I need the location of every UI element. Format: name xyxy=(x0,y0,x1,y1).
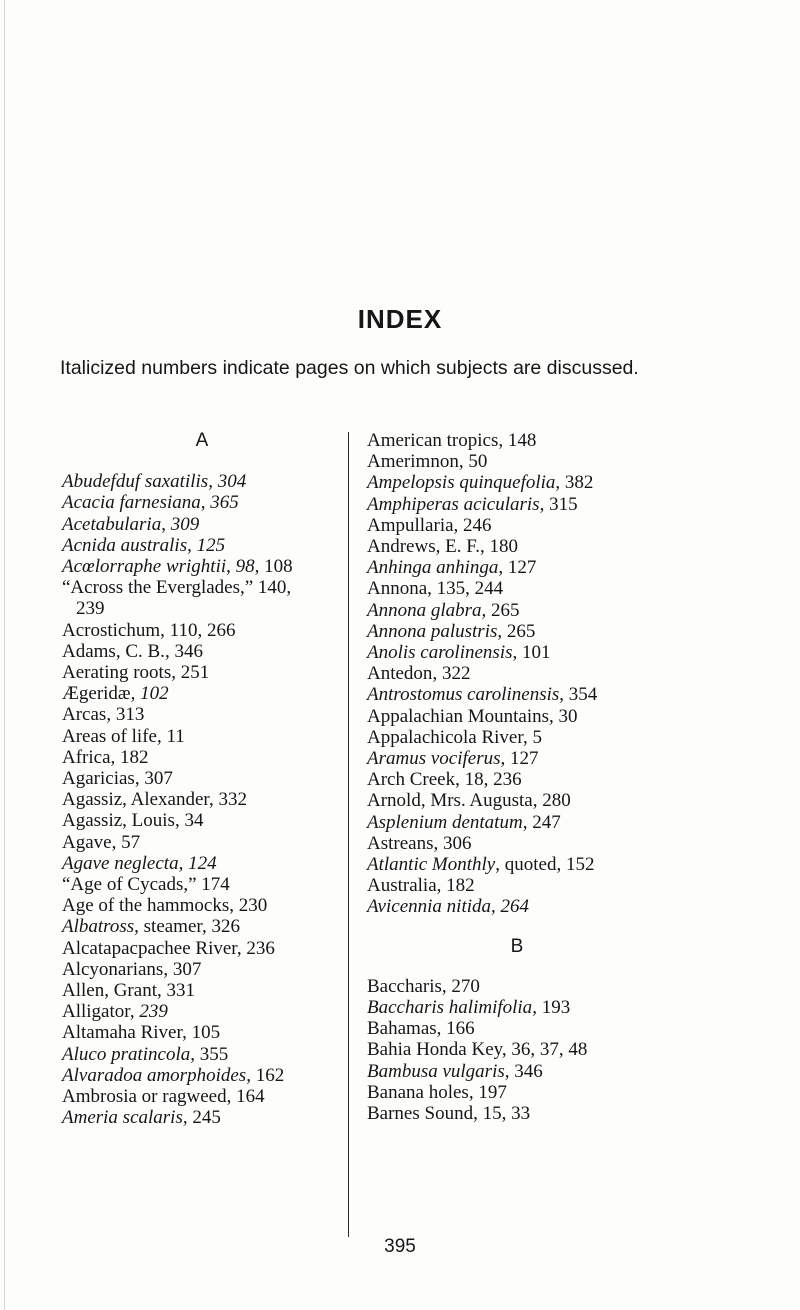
index-entry: Aramus vociferus, 127 xyxy=(367,748,539,770)
index-refs: 365 xyxy=(210,492,239,514)
index-refs: steamer, 326 xyxy=(143,916,240,938)
index-entry: Ampelopsis quinquefolia, 382 xyxy=(367,472,594,494)
index-entry: Appalachicola River, 5 xyxy=(367,726,542,748)
index-entry: Agave neglecta, 124 xyxy=(62,852,217,874)
index-entry: Allen, Grant, 331 xyxy=(62,980,195,1002)
index-term: Atlantic Monthly xyxy=(367,854,496,876)
index-refs: 101 xyxy=(522,642,551,664)
index-term: Bahia Honda Key xyxy=(367,1039,502,1061)
index-entry: Agassiz, Louis, 34 xyxy=(62,810,204,832)
index-entry: Bahamas, 166 xyxy=(367,1018,475,1040)
index-term: Acacia farnesiana xyxy=(62,492,201,514)
index-term: Banana holes xyxy=(367,1081,469,1103)
page-edge-shadow xyxy=(4,0,5,1310)
index-entry: Annona, 135, 244 xyxy=(367,578,504,600)
index-term: Astreans xyxy=(367,832,434,854)
index-refs: 270 xyxy=(451,975,480,997)
index-refs: 5 xyxy=(532,726,542,748)
index-term: Agassiz, Alexander xyxy=(62,789,209,811)
index-entry: Acœlorraphe wrightii, 98, 108 xyxy=(62,556,293,578)
index-refs: 265 xyxy=(491,599,520,621)
index-term: Areas of life xyxy=(62,725,157,747)
index-refs: 50 xyxy=(468,451,488,473)
index-term: Aramus vociferus xyxy=(367,748,501,770)
index-refs: 11 xyxy=(166,725,185,747)
index-refs: 127 xyxy=(510,748,539,770)
index-entry: Antedon, 322 xyxy=(367,663,471,685)
page-number: 395 xyxy=(384,1236,416,1257)
index-entry: Albatross, steamer, 326 xyxy=(62,916,240,938)
index-refs: 135, 244 xyxy=(436,578,504,600)
index-term: Adams, C. B. xyxy=(62,640,165,662)
index-entry: Ambrosia or ragweed, 164 xyxy=(62,1086,265,1108)
index-refs: 304 xyxy=(217,471,247,493)
index-entry: Arnold, Mrs. Augusta, 280 xyxy=(367,790,571,812)
index-term: Baccharis xyxy=(367,975,442,997)
index-term: Anhinga anhinga xyxy=(367,557,499,579)
index-term: Abudefduf saxatilis xyxy=(62,471,209,493)
index-term: Alvaradoa amorphoides xyxy=(62,1064,247,1086)
index-refs: 346 xyxy=(514,1060,543,1082)
index-entry: Acacia farnesiana, 365 xyxy=(62,492,239,514)
index-refs: 246 xyxy=(463,514,492,536)
index-entry: Aluco pratincola, 355 xyxy=(62,1043,229,1065)
index-term: Amphiperas acicularis xyxy=(367,493,540,515)
index-entry: Astreans, 306 xyxy=(367,832,472,854)
index-term: Arnold, Mrs. Augusta xyxy=(367,790,533,812)
index-term: Ampelopsis quinquefolia xyxy=(367,472,556,494)
index-entry xyxy=(62,874,342,895)
index-refs: 140, xyxy=(257,577,292,599)
index-refs: 193 xyxy=(541,997,571,1019)
index-refs: 382 xyxy=(564,472,594,494)
section-letter-a: A xyxy=(195,430,209,451)
index-term: Alligator xyxy=(62,1001,130,1023)
index-term: “Age of Cycads,” xyxy=(62,874,197,896)
index-refs: 355 xyxy=(199,1043,229,1065)
index-term: Barnes Sound xyxy=(367,1103,474,1125)
index-refs: 245 xyxy=(192,1107,221,1129)
index-term: Allen, Grant xyxy=(62,980,157,1002)
index-refs: 346 xyxy=(174,640,203,662)
index-refs: 239 xyxy=(139,1001,168,1023)
index-entry: Amerimnon, 50 xyxy=(367,451,488,473)
index-term: Baccharis halimifolia xyxy=(367,997,533,1019)
index-term: Ambrosia or ragweed xyxy=(62,1086,227,1108)
index-entry: Anolis carolinensis, 101 xyxy=(367,642,551,664)
index-refs-continued: 239 xyxy=(76,598,105,620)
index-entry: Alcatapacpachee River, 236 xyxy=(62,937,275,959)
index-entry: Acnida australis, 125 xyxy=(62,534,226,556)
column-divider xyxy=(348,432,349,1237)
index-refs: 174 xyxy=(201,874,230,896)
index-entry: Ameria scalaris, 245 xyxy=(62,1107,221,1129)
index-entry: Amphiperas acicularis, 315 xyxy=(367,493,578,515)
index-term: Arch Creek xyxy=(367,769,456,791)
right-column xyxy=(367,430,667,1124)
index-term: Ameria scalaris xyxy=(62,1107,183,1129)
index-refs: 332 xyxy=(218,789,247,811)
index-entry: Anhinga anhinga, 127 xyxy=(367,557,537,579)
index-entry: Adams, C. B., 346 xyxy=(62,640,203,662)
index-refs: 313 xyxy=(115,704,145,726)
index-entry: Annona glabra, 265 xyxy=(367,599,520,621)
index-refs: 164 xyxy=(236,1086,265,1108)
index-entry: Arcas, 313 xyxy=(62,704,145,726)
index-term: Altamaha River xyxy=(62,1022,183,1044)
index-refs: 264 xyxy=(500,896,530,918)
index-refs: 182 xyxy=(446,875,475,897)
index-term: “Across the Everglades,” xyxy=(62,577,254,599)
index-term: Arcas xyxy=(62,704,107,726)
index-term: Antedon xyxy=(367,663,433,685)
index-term: Acnida australis xyxy=(62,534,188,556)
index-term: Ampullaria xyxy=(367,514,454,536)
index-refs: 247 xyxy=(532,811,561,833)
index-term: Alcyonarians xyxy=(62,958,164,980)
index-term: Acetabularia xyxy=(62,513,162,535)
index-term: Bahamas xyxy=(367,1018,437,1040)
index-term: American tropics xyxy=(367,430,499,451)
index-refs: 182 xyxy=(120,746,149,768)
index-term: Alcatapacpachee River xyxy=(62,937,237,959)
index-refs: 34 xyxy=(184,810,204,832)
index-entry: Appalachian Mountains, 30 xyxy=(367,705,578,727)
index-refs: 162 xyxy=(255,1064,285,1086)
index-entry: Baccharis, 270 xyxy=(367,975,480,997)
index-entry: Ampullaria, 246 xyxy=(367,514,492,536)
index-entry xyxy=(62,577,342,619)
index-term: Aluco pratincola xyxy=(62,1043,191,1065)
index-refs: 36, 37, 48 xyxy=(511,1039,588,1061)
index-entry: Altamaha River, 105 xyxy=(62,1022,221,1044)
index-entry: Andrews, E. F., 180 xyxy=(367,536,518,558)
index-refs: 307 xyxy=(144,768,173,790)
index-refs: 18, 236 xyxy=(464,769,522,791)
index-entry: Age of the hammocks, 230 xyxy=(62,895,268,917)
index-refs: 105 xyxy=(191,1022,221,1044)
index-term: Andrews, E. F. xyxy=(367,536,480,558)
index-term: Australia xyxy=(367,875,437,897)
index-refs: quoted, 152 xyxy=(504,854,595,876)
index-entry: Banana holes, 197 xyxy=(367,1081,507,1103)
index-term: Acrostichum xyxy=(62,619,161,641)
index-term: Agave neglecta xyxy=(62,852,179,874)
index-refs: 280 xyxy=(542,790,571,812)
index-entry: Avicennia nitida, 264 xyxy=(367,896,530,918)
index-entry: Arch Creek, 18, 236 xyxy=(367,769,522,791)
right-entries-a xyxy=(367,430,667,918)
index-term: Albatross xyxy=(62,916,135,938)
index-term: Annona palustris xyxy=(367,620,498,642)
index-refs: 265 xyxy=(506,620,536,642)
index-entry: Asplenium dentatum, 247 xyxy=(367,811,561,833)
index-refs: 322 xyxy=(441,663,471,685)
index-entry: Alligator, 239 xyxy=(62,1001,168,1023)
left-entries xyxy=(62,471,342,1128)
index-term: Amerimnon xyxy=(367,451,459,473)
index-term: Ægeridæ xyxy=(62,683,131,705)
index-entry: Acetabularia, 309 xyxy=(62,513,200,535)
index-term: Agassiz, Louis xyxy=(62,810,175,832)
index-entry: Barnes Sound, 15, 33 xyxy=(367,1103,531,1125)
index-refs: 306 xyxy=(442,832,472,854)
index-term: Anolis carolinensis xyxy=(367,642,513,664)
index-refs: 354 xyxy=(568,684,598,706)
page-title: INDEX xyxy=(357,304,443,334)
index-refs: 30 xyxy=(558,705,578,727)
index-entry: Baccharis halimifolia, 193 xyxy=(367,997,571,1019)
index-refs: 125 xyxy=(196,534,226,556)
index-term: Avicennia nitida xyxy=(367,896,492,918)
index-term: Asplenium dentatum xyxy=(367,811,523,833)
index-entry: American tropics, 148 xyxy=(367,430,537,451)
index-refs: 331 xyxy=(166,980,195,1002)
index-term: Africa xyxy=(62,746,111,768)
index-term: Agave xyxy=(62,831,112,853)
index-entry: Agassiz, Alexander, 332 xyxy=(62,789,247,811)
index-entry: Ægeridæ, 102 xyxy=(62,683,169,705)
index-entry: Antrostomus carolinensis, 354 xyxy=(367,684,598,706)
index-entry: Annona palustris, 265 xyxy=(367,620,536,642)
index-entry: Atlantic Monthly, quoted, 152 xyxy=(367,854,595,876)
index-refs: 197 xyxy=(478,1081,507,1103)
index-refs: 148 xyxy=(507,430,537,451)
section-letter-b: B xyxy=(510,935,524,957)
index-entry: Africa, 182 xyxy=(62,746,149,768)
index-refs: 57 xyxy=(121,831,141,853)
index-term: Acœlorraphe wrightii xyxy=(62,556,227,578)
index-term: Aerating roots xyxy=(62,662,172,684)
index-intro: Italicized numbers indicate pages on which subjects are discussed. xyxy=(60,357,639,379)
index-refs: 315 xyxy=(549,493,578,515)
index-entry: Acrostichum, 110, 266 xyxy=(62,619,236,641)
index-refs: 230 xyxy=(238,895,268,917)
index-entry: Alvaradoa amorphoides, 162 xyxy=(62,1064,285,1086)
index-term: Antrostomus carolinensis xyxy=(367,684,560,706)
index-term: Appalachicola River xyxy=(367,726,523,748)
index-term: Annona glabra xyxy=(367,599,482,621)
index-refs: 102 xyxy=(140,683,169,705)
index-entry: Bahia Honda Key, 36, 37, 48 xyxy=(367,1039,588,1061)
index-entry: Bambusa vulgaris, 346 xyxy=(367,1060,543,1082)
index-entry: Abudefduf saxatilis, 304 xyxy=(62,471,247,493)
index-refs: 251 xyxy=(180,662,210,684)
index-refs: 166 xyxy=(446,1018,475,1040)
index-term: Appalachian Mountains xyxy=(367,705,550,727)
index-entry: Agaricias, 307 xyxy=(62,768,173,790)
index-refs: 127 xyxy=(507,557,537,579)
index-entry: Alcyonarians, 307 xyxy=(62,958,202,980)
index-refs: 124 xyxy=(188,852,217,874)
index-refs: 98 xyxy=(235,556,255,578)
index-refs: 307 xyxy=(172,958,202,980)
index-entry: Australia, 182 xyxy=(367,875,475,897)
index-refs-extra: 108 xyxy=(264,556,293,578)
index-term: Annona xyxy=(367,578,428,600)
index-term: Agaricias xyxy=(62,768,135,790)
index-term: Bambusa vulgaris xyxy=(367,1060,505,1082)
index-refs: 309 xyxy=(170,513,200,535)
left-column xyxy=(62,430,342,1129)
index-entry: Agave, 57 xyxy=(62,831,141,853)
right-entries-b xyxy=(367,976,667,1124)
index-entry: Areas of life, 11 xyxy=(62,725,185,747)
index-term: Age of the hammocks xyxy=(62,895,230,917)
index-entry: Aerating roots, 251 xyxy=(62,662,210,684)
index-refs: 236 xyxy=(246,937,275,959)
index-refs: 15, 33 xyxy=(482,1103,531,1125)
index-refs: 180 xyxy=(489,536,518,558)
index-refs: 110, 266 xyxy=(169,619,236,641)
